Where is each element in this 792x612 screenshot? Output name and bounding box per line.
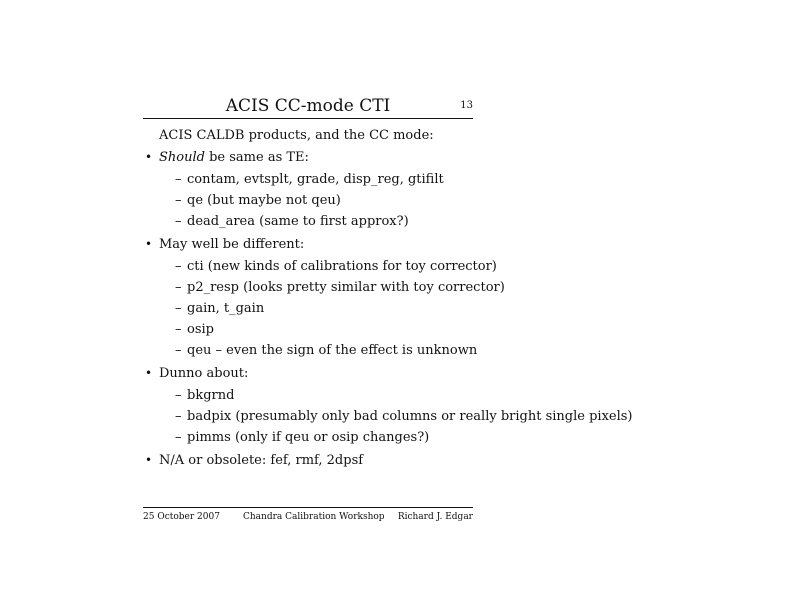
sub-item-text: p2_resp (looks pretty similar with toy corrector) [187, 280, 505, 295]
bullet-text: Dunno about: [159, 366, 249, 381]
dash-icon: – [175, 172, 182, 187]
sub-item [143, 171, 603, 188]
slide-title: ACIS CC-mode CTI [225, 96, 391, 116]
bullet-item [143, 452, 603, 469]
slide-content [143, 127, 633, 473]
sub-item-text: contam, evtsplt, grade, disp_reg, gtifilt [187, 172, 444, 187]
bullet-text: be same as TE: [204, 150, 309, 165]
dash-icon: – [175, 322, 182, 337]
bullet-icon: • [145, 150, 153, 164]
sub-item [143, 387, 603, 404]
dash-icon: – [175, 430, 182, 445]
sub-item-text: qe (but maybe not qeu) [187, 193, 341, 208]
sub-list [143, 258, 603, 359]
footer-author: Richard J. Edgar [397, 512, 473, 522]
sub-item [143, 408, 633, 425]
slide-header [143, 94, 473, 118]
bullet-item [143, 149, 603, 166]
bullet-icon: • [145, 237, 153, 251]
bullet-icon: • [145, 453, 153, 467]
dash-icon: – [175, 409, 182, 424]
dash-icon: – [175, 301, 182, 316]
sub-item [143, 321, 603, 338]
sub-item-text: pimms (only if qeu or osip changes?) [187, 430, 430, 445]
sub-item-text: qeu – even the sign of the effect is unknown [187, 343, 478, 358]
sub-item-text: badpix (presumably only bad columns or really bright single pixels) [187, 409, 633, 424]
sub-list [143, 171, 603, 230]
sub-item [143, 279, 603, 296]
emphasis-text: Should [159, 150, 205, 165]
page-number: 13 [460, 100, 473, 111]
dash-icon: – [175, 193, 182, 208]
sub-list [143, 387, 633, 446]
dash-icon: – [175, 280, 182, 295]
sub-item [143, 342, 603, 359]
header-rule [143, 118, 473, 119]
footer-date: 25 October 2007 [143, 512, 220, 522]
sub-item-text: cti (new kinds of calibrations for toy corrector) [187, 259, 497, 274]
dash-icon: – [175, 343, 182, 358]
footer-event: Chandra Calibration Workshop [243, 512, 385, 522]
sub-item [143, 258, 603, 275]
bullet-text: N/A or obsolete: fef, rmf, 2dpsf [159, 453, 364, 468]
bullet-item [143, 365, 603, 382]
sub-item-text: dead_area (same to first approx?) [187, 214, 409, 229]
bullet-item [143, 236, 603, 253]
sub-item-text: osip [187, 322, 214, 337]
sub-item-text: gain, t_gain [187, 301, 265, 316]
intro-text: ACIS CALDB products, and the CC mode: [159, 128, 434, 143]
sub-item [143, 213, 603, 230]
bullet-icon: • [145, 366, 153, 380]
sub-item-text: bkgrnd [187, 388, 235, 403]
dash-icon: – [175, 214, 182, 229]
dash-icon: – [175, 259, 182, 274]
sub-item [143, 192, 603, 209]
bullet-text: May well be different: [159, 237, 305, 252]
sub-item [143, 300, 603, 317]
sub-item [143, 429, 603, 446]
dash-icon: – [175, 388, 182, 403]
footer-rule [143, 507, 473, 508]
